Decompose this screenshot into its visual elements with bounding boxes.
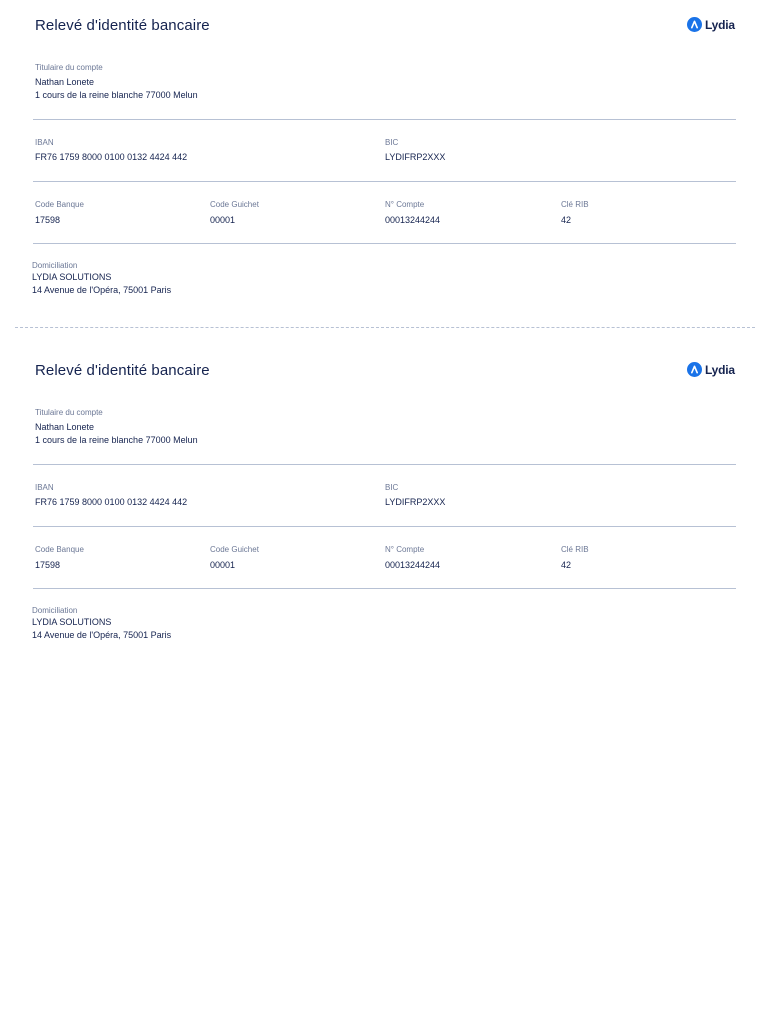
bic-value: LYDIFRP2XXX [385, 497, 446, 507]
cut-line [15, 327, 755, 328]
holder-address: 1 cours de la reine blanche 77000 Melun [35, 435, 198, 445]
bank-code-label: Code Banque [35, 545, 84, 554]
bic-label: BIC [385, 483, 399, 492]
rib-section-1 [0, 0, 768, 320]
rib-key-label: Clé RIB [561, 200, 589, 209]
rib-section-2 [0, 345, 768, 665]
divider [33, 526, 736, 527]
rib-key-label: Clé RIB [561, 545, 589, 554]
divider [33, 588, 736, 589]
holder-name: Nathan Lonete [35, 422, 95, 432]
account-number-label: N° Compte [385, 200, 425, 209]
domiciliation-label: Domiciliation [32, 261, 78, 270]
account-number-value: 00013244244 [385, 215, 441, 225]
domiciliation-name: LYDIA SOLUTIONS [32, 272, 112, 282]
bank-code-value: 17598 [35, 560, 61, 570]
iban-value: FR76 1759 8000 0100 0132 4424 442 [35, 497, 188, 507]
bic-label: BIC [385, 138, 399, 147]
divider [33, 181, 736, 182]
lydia-logo [687, 361, 735, 378]
account-number-label: N° Compte [385, 545, 425, 554]
logo-text: Lydia [705, 17, 735, 32]
document-title: Relevé d'identité bancaire [35, 362, 210, 379]
holder-label: Titulaire du compte [35, 63, 103, 72]
rib-key-value: 42 [561, 215, 572, 225]
lydia-logo [687, 16, 735, 33]
domiciliation-address: 14 Avenue de l'Opéra, 75001 Paris [32, 630, 172, 640]
iban-value: FR76 1759 8000 0100 0132 4424 442 [35, 152, 188, 162]
branch-code-label: Code Guichet [210, 545, 259, 554]
divider [33, 119, 736, 120]
branch-code-value: 00001 [210, 215, 236, 225]
holder-name: Nathan Lonete [35, 77, 95, 87]
divider [33, 243, 736, 244]
iban-label: IBAN [35, 483, 54, 492]
bank-code-value: 17598 [35, 215, 61, 225]
document-title: Relevé d'identité bancaire [35, 17, 210, 34]
account-number-value: 00013244244 [385, 560, 441, 570]
branch-code-label: Code Guichet [210, 200, 259, 209]
logo-text: Lydia [705, 362, 735, 377]
holder-address: 1 cours de la reine blanche 77000 Melun [35, 90, 198, 100]
holder-label: Titulaire du compte [35, 408, 103, 417]
domiciliation-address: 14 Avenue de l'Opéra, 75001 Paris [32, 285, 172, 295]
bank-code-label: Code Banque [35, 200, 84, 209]
lydia-logo-icon [687, 362, 702, 377]
iban-label: IBAN [35, 138, 54, 147]
domiciliation-name: LYDIA SOLUTIONS [32, 617, 112, 627]
rib-key-value: 42 [561, 560, 572, 570]
domiciliation-label: Domiciliation [32, 606, 78, 615]
lydia-logo-icon [687, 17, 702, 32]
bic-value: LYDIFRP2XXX [385, 152, 446, 162]
divider [33, 464, 736, 465]
branch-code-value: 00001 [210, 560, 236, 570]
